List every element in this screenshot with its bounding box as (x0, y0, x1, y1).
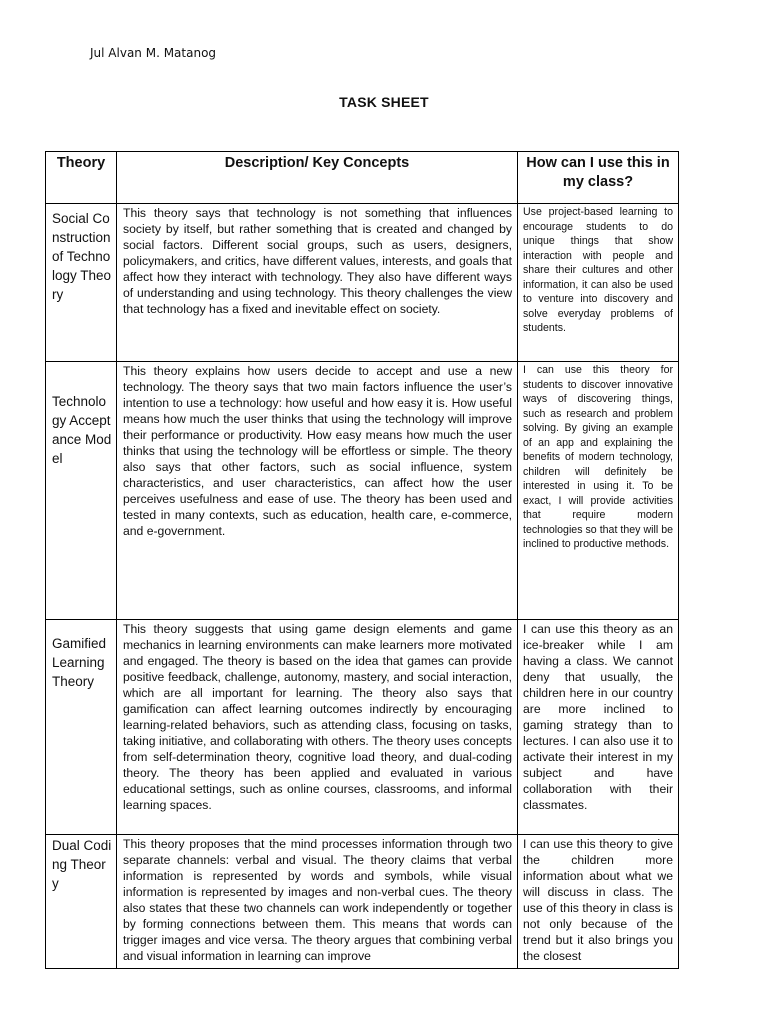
theory-name: Gamified Learning Theory (46, 620, 117, 835)
theory-description: This theory says that technology is not something that influences society by itself, but rather something that is created and changed by social factors. Different social groups, such as users, designers, policymakers, and critics, have different values, interests, and goals that affect how they interact with technology. They also have different ways of understanding and using technology. This theory challenges the view that technology has a fixed and inevitable effect on society. (117, 204, 518, 362)
header-description: Description/ Key Concepts (117, 152, 518, 204)
header-use: How can I use this in my class? (518, 152, 679, 204)
table-row (46, 835, 679, 969)
table-row (46, 362, 679, 620)
theory-use: I can use this theory for students to discover innovative ways of discovering things, such as research and problem solving. By giving an example of an app and explaining the benefits of modern technology, children will definitely be interested in using it. To be exact, I will provide activities that require modern technologies so that they will be inclined to productive methods. (518, 362, 679, 620)
theory-name: Social Construction of Technology Theory (46, 204, 117, 362)
theory-description: This theory explains how users decide to accept and use a new technology. The theory says that two main factors influence the user’s intention to use a technology: how useful and how easy it is. How useful means how much the user thinks that using the technology will improve their performance or productivity. How easy means how much the user thinks that using the technology will be effortless or simple. The theory also says that other factors, such as social influence, system characteristics, and user characteristics, can affect how the user perceives usefulness and ease of use. The theory has been used and tested in many contexts, such as education, health care, e-commerce, and e-government. (117, 362, 518, 620)
task-table (45, 151, 679, 969)
theory-use (518, 835, 679, 969)
author-name: Jul Alvan M. Matanog (90, 46, 217, 60)
table-row (46, 204, 679, 362)
theory-name: Technology Acceptance Model (46, 362, 117, 620)
table-row (46, 620, 679, 835)
theory-use: I can use this theory as an ice-breaker while I am having a class. We cannot deny that usually, the children here in our country are more inclined to gaming strategy than to lectures. I can also use it to activate their interest in my subject and have collaboration with their classmates. (518, 620, 679, 835)
header-theory: Theory (46, 152, 117, 204)
page-title: TASK SHEET (339, 94, 429, 110)
table-header-row (46, 152, 679, 204)
theory-description-text: This theory proposes that the mind processes information through two separate channels: verbal and visual. The theory claims that verbal information is represented by words and symbols, while visual information is represented by images and non-verbal cues. The theory also states that these two channels can work independently or together by forming connections between them. This means that words can trigger images and vice versa. The theory argues that combining verbal and visual information in learning can improve (123, 837, 512, 963)
theory-description (117, 835, 518, 969)
theory-use-text: I can use this theory to give the children more information about what we will discuss in class. The use of this theory in class is not only because of the trend but it also brings you the closest (523, 837, 673, 963)
theory-name (46, 835, 117, 969)
theory-name-text: Dual Coding Theory (52, 838, 112, 891)
theory-use: Use project-based learning to encourage students to do unique things that show interaction with people and share their cultures and other information, it can also be used to venture into discovery and solve everyday problems of students. (518, 204, 679, 362)
theory-description: This theory suggests that using game design elements and game mechanics in learning environments can make learners more motivated and engaged. The theory is based on the idea that games can provide positive feedback, challenge, autonomy, mastery, and social interaction, which are all important for learning. The theory also says that gamification can affect learning outcomes indirectly by encouraging learning-related behaviors, such as attending class, focusing on tasks, taking initiative, and collaborating with others. The theory uses concepts from self-determination theory, cognitive load theory, and dual-coding theory. The theory has been applied and evaluated in various educational settings, such as online courses, classrooms, and informal learning spaces. (117, 620, 518, 835)
